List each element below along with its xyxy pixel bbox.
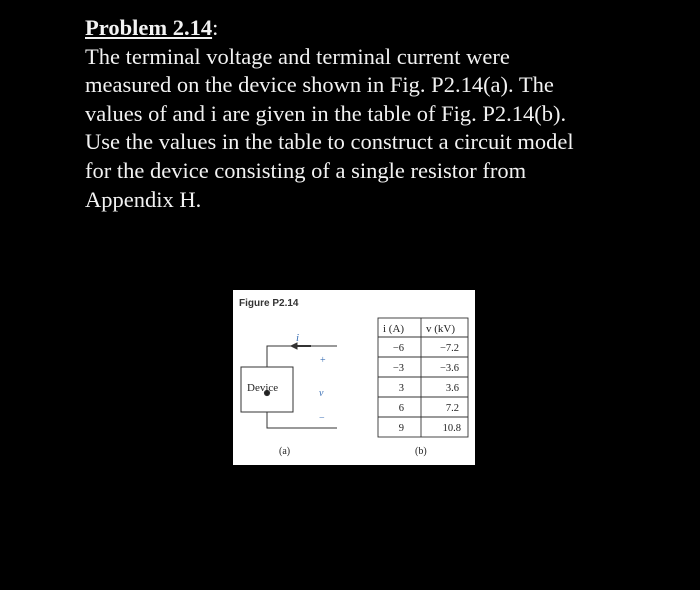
figure-p2-14 xyxy=(233,290,475,465)
table-cell-current: −6 xyxy=(392,343,404,354)
problem-title: Problem 2.14 xyxy=(85,15,213,40)
table-cell-voltage: 3.6 xyxy=(445,383,459,394)
problem-line: values of and i are given in the table of Fig. P2.14(b). xyxy=(85,100,567,126)
circuit-caption: (a) xyxy=(279,446,291,457)
problem-line: Use the values in the table to construct a circuit model xyxy=(85,129,574,155)
table-caption: (b) xyxy=(415,446,427,457)
figure-label: Figure P2.14 xyxy=(239,298,299,309)
bottom-wire xyxy=(267,412,337,428)
problem-line: Appendix H. xyxy=(85,186,202,212)
figure-drawing xyxy=(233,290,475,465)
table-cell-voltage: −7.2 xyxy=(439,343,459,354)
problem-line: The terminal voltage and terminal current were xyxy=(85,43,510,69)
device-label: Device xyxy=(247,382,279,394)
table-cell-voltage: −3.6 xyxy=(439,363,459,374)
table-header-voltage: v (kV) xyxy=(426,323,456,335)
current-symbol: i xyxy=(296,332,300,344)
minus-sign: − xyxy=(319,413,325,424)
problem-line: for the device consisting of a single resistor from xyxy=(85,157,527,183)
plus-sign: + xyxy=(320,355,326,366)
table-border xyxy=(378,318,468,437)
table-cell-current: 3 xyxy=(398,383,404,394)
data-table xyxy=(378,318,468,437)
problem-line: measured on the device shown in Fig. P2.14(a). The xyxy=(85,72,554,98)
table-cell-current: 6 xyxy=(398,403,404,414)
table-cell-voltage: 7.2 xyxy=(445,403,459,414)
voltage-symbol: v xyxy=(319,388,324,399)
top-wire xyxy=(267,346,337,367)
table-header-current: i (A) xyxy=(383,323,405,335)
problem-statement xyxy=(85,14,645,214)
table-cell-current: −3 xyxy=(392,363,404,374)
table-cell-current: 9 xyxy=(398,423,404,434)
problem-heading xyxy=(85,14,645,43)
problem-title-colon: : xyxy=(212,15,219,40)
table-cell-voltage: 10.8 xyxy=(442,423,461,434)
